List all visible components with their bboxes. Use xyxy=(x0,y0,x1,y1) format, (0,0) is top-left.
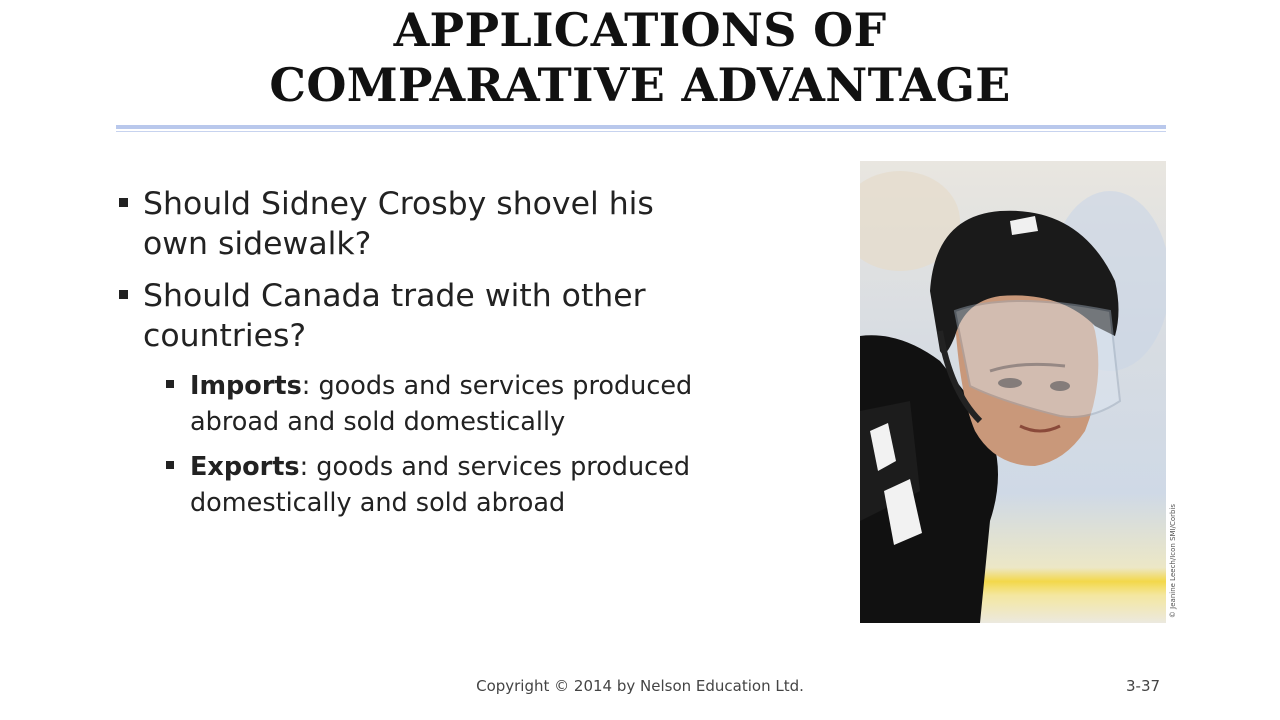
square-bullet-icon xyxy=(166,380,174,388)
photo-credit-text: © Jeanine Leech/Icon SMI/Corbis xyxy=(1169,503,1177,619)
square-bullet-icon xyxy=(119,198,128,207)
player-illustration xyxy=(860,161,1166,623)
term-exports: Exports xyxy=(190,452,300,482)
footer-copyright: Copyright © 2014 by Nelson Education Ltd. xyxy=(476,677,804,695)
page-number: 3-37 xyxy=(1126,677,1161,695)
square-bullet-icon xyxy=(166,461,174,469)
term-imports: Imports xyxy=(190,371,302,401)
title-underline xyxy=(116,125,1166,129)
sub-bullet-line-2: domestically and sold abroad xyxy=(190,488,566,518)
bullet-line: Should Canada trade with other xyxy=(143,278,646,314)
square-bullet-icon xyxy=(119,290,128,299)
hockey-player-photo xyxy=(860,161,1166,623)
definition-text: : goods and services produced xyxy=(299,452,691,482)
bullet-line: Should Sidney Crosby shovel his xyxy=(143,186,654,222)
sub-bullet-line-2: abroad and sold domestically xyxy=(190,407,566,437)
bullet-line: countries? xyxy=(143,318,307,354)
bullet-list xyxy=(119,184,819,530)
title-line-1: APPLICATIONS OF xyxy=(393,3,887,57)
slide-title xyxy=(0,0,1280,113)
photo-credit xyxy=(1166,498,1180,624)
bullet-crosby xyxy=(119,184,819,264)
title-line-2: COMPARATIVE ADVANTAGE xyxy=(269,58,1011,112)
sub-bullet-line-1 xyxy=(190,449,819,485)
definition-text: : goods and services produced xyxy=(301,371,693,401)
sub-bullet-exports xyxy=(166,449,819,521)
bullet-canada xyxy=(119,276,819,356)
bullet-line: own sidewalk? xyxy=(143,226,372,262)
sub-bullet-imports xyxy=(166,368,819,440)
title-underline-thin xyxy=(116,131,1166,132)
sub-bullet-line-1 xyxy=(190,368,819,404)
